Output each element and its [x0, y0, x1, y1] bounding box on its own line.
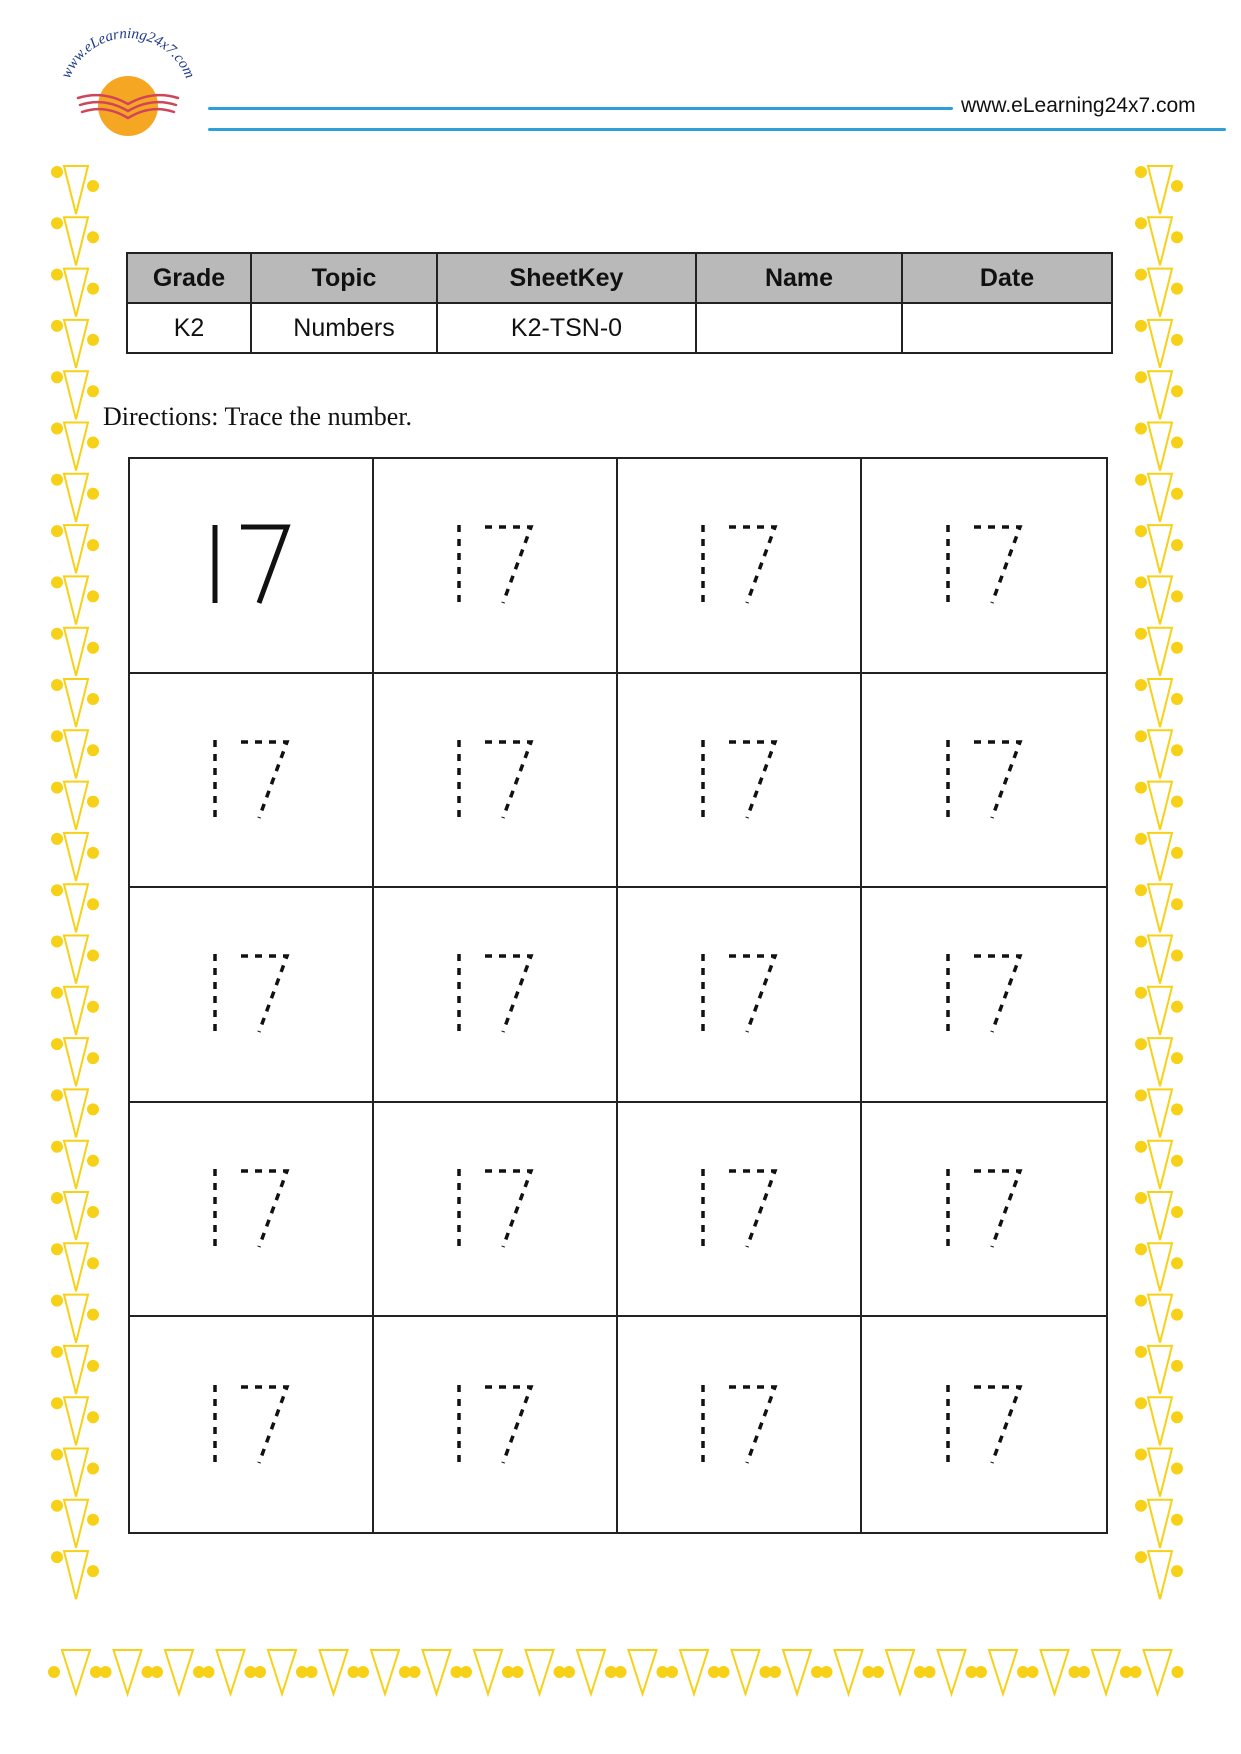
date-field[interactable]	[902, 303, 1112, 353]
border-motif	[1135, 782, 1183, 830]
trace-cell[interactable]	[130, 1103, 374, 1318]
header-name: Name	[696, 253, 902, 303]
number-17-dotted	[445, 730, 545, 830]
border-motif	[151, 1650, 205, 1694]
value-topic: Numbers	[251, 303, 437, 353]
border-motif	[51, 217, 99, 265]
border-motif	[51, 782, 99, 830]
border-motif	[51, 1038, 99, 1086]
trace-cell[interactable]	[618, 674, 862, 889]
border-motif	[51, 423, 99, 471]
trace-cell[interactable]	[862, 1317, 1106, 1532]
border-motif	[51, 1346, 99, 1394]
border-motif	[1135, 1243, 1183, 1291]
number-17-dotted	[445, 1159, 545, 1259]
number-17-dotted	[445, 1375, 545, 1475]
border-motif	[51, 1089, 99, 1137]
trace-cell[interactable]	[862, 888, 1106, 1103]
border-motif	[975, 1650, 1029, 1694]
border-motif	[51, 1295, 99, 1343]
number-17-dotted	[689, 515, 789, 615]
number-17-dotted	[689, 1159, 789, 1259]
border-motif	[51, 1551, 99, 1599]
border-motif	[1135, 423, 1183, 471]
trace-cell[interactable]	[862, 1103, 1106, 1318]
trace-cell[interactable]	[862, 459, 1106, 674]
trace-cell[interactable]	[862, 674, 1106, 889]
trace-cell[interactable]	[618, 888, 862, 1103]
header-topic: Topic	[251, 253, 437, 303]
number-17-dotted	[934, 1375, 1034, 1475]
number-17-dotted	[445, 515, 545, 615]
border-motif	[1135, 936, 1183, 984]
border-motif	[51, 1192, 99, 1240]
border-motif	[1135, 628, 1183, 676]
name-field[interactable]	[696, 303, 902, 353]
header-date: Date	[902, 253, 1112, 303]
number-17-solid	[201, 515, 301, 615]
border-motif	[1135, 576, 1183, 624]
border-motif	[51, 1397, 99, 1445]
border-motif	[1135, 166, 1183, 214]
border-motif	[1135, 1551, 1183, 1599]
border-motif	[1135, 525, 1183, 573]
trace-cell[interactable]	[374, 1317, 618, 1532]
number-17-dotted	[934, 944, 1034, 1044]
border-motif	[1135, 730, 1183, 778]
border-motif	[1135, 679, 1183, 727]
directions-text: Directions: Trace the number.	[103, 402, 413, 431]
border-motif	[100, 1650, 154, 1694]
number-17-dotted	[201, 944, 301, 1044]
border-motif	[615, 1650, 669, 1694]
border-motif	[306, 1650, 360, 1694]
trace-cell[interactable]	[618, 1317, 862, 1532]
border-motif	[563, 1650, 617, 1694]
border-motif	[51, 576, 99, 624]
border-motif	[254, 1650, 308, 1694]
border-motif	[51, 320, 99, 368]
border-motif	[51, 936, 99, 984]
border-motif	[1135, 320, 1183, 368]
border-motif	[1135, 474, 1183, 522]
model-number-cell	[130, 459, 374, 674]
trace-cell[interactable]	[618, 459, 862, 674]
trace-cell[interactable]	[130, 1317, 374, 1532]
trace-cell[interactable]	[130, 888, 374, 1103]
border-motif	[51, 1449, 99, 1497]
border-motif	[51, 679, 99, 727]
border-motif	[769, 1650, 823, 1694]
border-motif	[1135, 987, 1183, 1035]
site-url: www.eLearning24x7.com	[961, 94, 1196, 117]
worksheet-info-table	[126, 252, 1113, 354]
border-motif	[1135, 884, 1183, 932]
border-motif	[51, 166, 99, 214]
header-grade: Grade	[127, 253, 251, 303]
border-motif	[1135, 1346, 1183, 1394]
border-motif	[460, 1650, 514, 1694]
number-17-dotted	[201, 730, 301, 830]
border-motif	[512, 1650, 566, 1694]
border-motif	[1135, 1449, 1183, 1497]
border-motif	[51, 525, 99, 573]
border-motif	[51, 1243, 99, 1291]
border-motif	[821, 1650, 875, 1694]
border-motif	[1027, 1650, 1081, 1694]
number-17-dotted	[201, 1159, 301, 1259]
number-17-dotted	[934, 515, 1034, 615]
trace-cell[interactable]	[130, 674, 374, 889]
trace-cell[interactable]	[374, 674, 618, 889]
border-motif	[718, 1650, 772, 1694]
number-17-dotted	[689, 1375, 789, 1475]
border-motif	[1135, 371, 1183, 419]
border-motif	[51, 474, 99, 522]
border-motif	[409, 1650, 463, 1694]
border-motif	[666, 1650, 720, 1694]
border-motif	[1135, 269, 1183, 317]
border-motif	[1135, 1141, 1183, 1189]
border-motif	[1135, 217, 1183, 265]
border-motif	[51, 833, 99, 881]
border-motif	[48, 1650, 102, 1694]
number-17-dotted	[934, 1159, 1034, 1259]
value-sheetkey: K2-TSN-0	[437, 303, 696, 353]
border-motif	[51, 987, 99, 1035]
border-motif	[1135, 833, 1183, 881]
info-header-row	[127, 253, 1112, 303]
border-motif	[1130, 1650, 1184, 1694]
number-17-dotted	[689, 730, 789, 830]
trace-cell[interactable]	[374, 459, 618, 674]
trace-cell[interactable]	[618, 1103, 862, 1318]
border-motif	[203, 1650, 257, 1694]
border-motif	[51, 730, 99, 778]
trace-grid	[128, 457, 1108, 1534]
border-motif	[1135, 1295, 1183, 1343]
border-motif	[51, 371, 99, 419]
border-motif	[51, 628, 99, 676]
trace-cell[interactable]	[374, 1103, 618, 1318]
border-motif	[51, 1141, 99, 1189]
number-17-dotted	[689, 944, 789, 1044]
border-motif	[1135, 1089, 1183, 1137]
logo-arc-text: www.eLearning24x7.com	[58, 28, 198, 81]
border-motif	[357, 1650, 411, 1694]
number-17-dotted	[934, 730, 1034, 830]
trace-cell[interactable]	[374, 888, 618, 1103]
info-value-row	[127, 303, 1112, 353]
value-grade: K2	[127, 303, 251, 353]
header-sheetkey: SheetKey	[437, 253, 696, 303]
border-motif	[1135, 1397, 1183, 1445]
border-motif	[1078, 1650, 1132, 1694]
border-motif	[51, 269, 99, 317]
border-motif	[1135, 1038, 1183, 1086]
number-17-dotted	[445, 944, 545, 1044]
number-17-dotted	[201, 1375, 301, 1475]
border-motif	[1135, 1500, 1183, 1548]
border-motif	[872, 1650, 926, 1694]
border-motif	[1135, 1192, 1183, 1240]
border-motif	[51, 884, 99, 932]
border-motif	[51, 1500, 99, 1548]
border-motif	[924, 1650, 978, 1694]
